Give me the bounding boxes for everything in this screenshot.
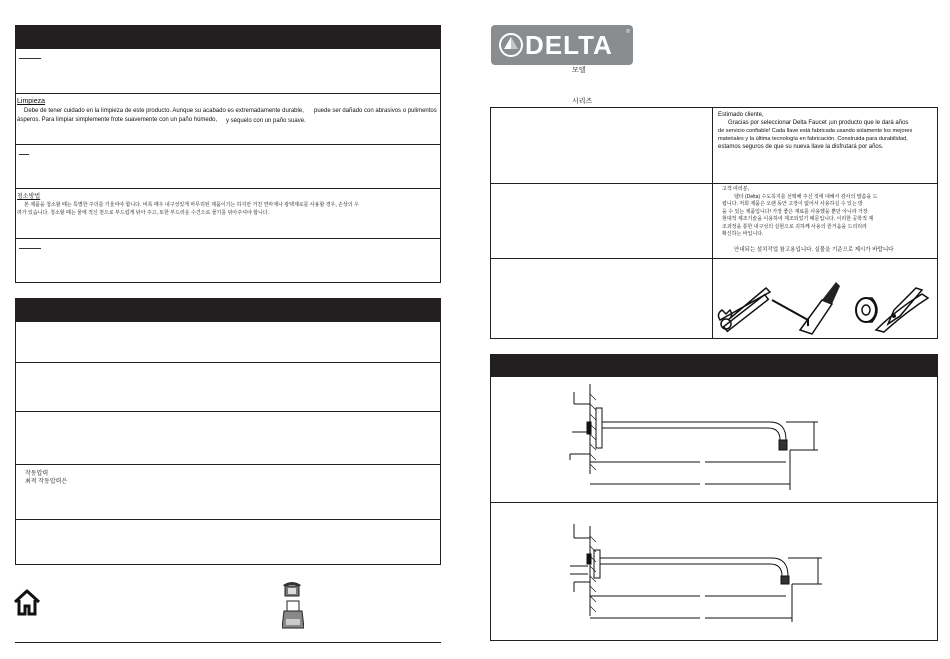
spanish-cleaning-line-2: ásperos. Para limpiar simplemente frote suavemente con un paño húmedo, xyxy=(17,117,218,123)
heading-placeholder xyxy=(19,58,41,59)
shower-arm-diagram-top xyxy=(560,384,830,496)
pressure-heading: 작동압력 xyxy=(25,471,49,477)
spanish-intro xyxy=(718,111,934,151)
korean-intro xyxy=(722,186,936,239)
spanish-intro-line-5: estamos seguros de que su nueva llave la disfrutará por años. xyxy=(718,144,884,150)
korean-intro-line-5: 현대적 제조기술을 이용하여 제조되었기 때문입니다. 이러한 공학적 제 xyxy=(722,216,874,222)
spanish-cleaning-line-2b: y séquelo con un paño suave. xyxy=(226,118,306,124)
korean-intro-line-7: 확신하는 바입니다. xyxy=(722,231,764,237)
delta-logo: DELTA ® xyxy=(491,25,633,65)
shower-arm-diagram-bottom xyxy=(560,516,830,628)
spanish-cleaning-line-1b: puede ser dañado con abrasivos o pulimentos xyxy=(314,108,437,114)
korean-intro-line-6: 조과정을 통한 내구성의 실현으로 귀하께 사용의 즐거움을 드리리라 xyxy=(722,223,867,230)
korean-intro-line-4: 을 수 있는 제품입니다! 가장 좋은 재료를 사용했을 뿐만 아니라 가장 xyxy=(722,208,868,215)
specs-section-header xyxy=(15,298,441,321)
wrench-icon xyxy=(718,288,770,331)
diagram-section-header xyxy=(490,354,938,376)
hex-key-icon xyxy=(772,300,808,326)
korean-intro-line-3: 립니다. 저희 제품은 오랜 동안 고장이 없어서 사용하실 수 있는 방 xyxy=(722,201,863,207)
care-section xyxy=(15,48,441,283)
delta-logo-text: DELTA xyxy=(525,30,613,60)
fax-icon xyxy=(282,600,304,630)
korean-cleaning-line-2: 려가 있습니다. 청소할 때는 물에 적신 천으로 부드럽게 닦아 주고, 또한 부드러운 수건으로 물기를 닦아주셔야 합니다. xyxy=(17,210,270,216)
putty-knife-icon xyxy=(800,282,840,334)
korean-intro-line-2: 델타 (Delta) 수도꼭지를 선택해 주신 것에 대해서 감사의 말씀을 드 xyxy=(734,193,878,200)
spanish-intro-line-4: materiales y la última tecnología en fabricación. Construida para durabilidad, xyxy=(718,136,908,142)
pliers-icon xyxy=(876,288,928,332)
spanish-intro-line-2: Gracias por seleccionar Delta Faucet ¡un producto que le dará años xyxy=(728,120,909,126)
specs-section xyxy=(15,321,441,565)
phone-icon xyxy=(282,579,302,597)
home-icon[interactable] xyxy=(12,587,42,617)
korean-intro-line-1: 고객 여러분, xyxy=(722,186,749,192)
delta-triangle-icon xyxy=(499,31,523,59)
series-label: 시리즈 xyxy=(572,98,593,105)
tools-illustration xyxy=(716,280,934,336)
care-section-header xyxy=(15,25,441,48)
korean-install-note: 안내되는 설치작업 참고용입니다. 실물을 기준으로 제시가 바랍니다 xyxy=(734,247,894,253)
model-label: 모델 xyxy=(572,67,586,74)
pressure-line: 최적 작동압력은 xyxy=(25,479,68,485)
plumbers-tape-icon xyxy=(856,298,877,322)
spanish-intro-line-3: de servicio confiable! Cada llave está fabricada usando solamente los mejores xyxy=(718,128,913,134)
spanish-intro-line-1: Estimado cliente, xyxy=(718,112,764,118)
spanish-cleaning-line-1: Debe de tener cuidado en la limpieza de este producto. Aunque su acabado es extremadamente durable, xyxy=(24,108,304,114)
heading-placeholder xyxy=(19,248,41,249)
heading-placeholder xyxy=(19,154,29,155)
korean-cleaning-line-1: 본 제품을 청소할 때는 특별한 주의를 기울여야 합니다. 비록 매우 내구성있게 마무리된 제품이기는 하지만 거친 연마제나 광택제로를 사용할 경우, 손상의 우 xyxy=(24,202,359,208)
spanish-cleaning-heading: Limpieza xyxy=(17,98,46,105)
korean-cleaning-heading: 청소방법 xyxy=(17,194,41,200)
